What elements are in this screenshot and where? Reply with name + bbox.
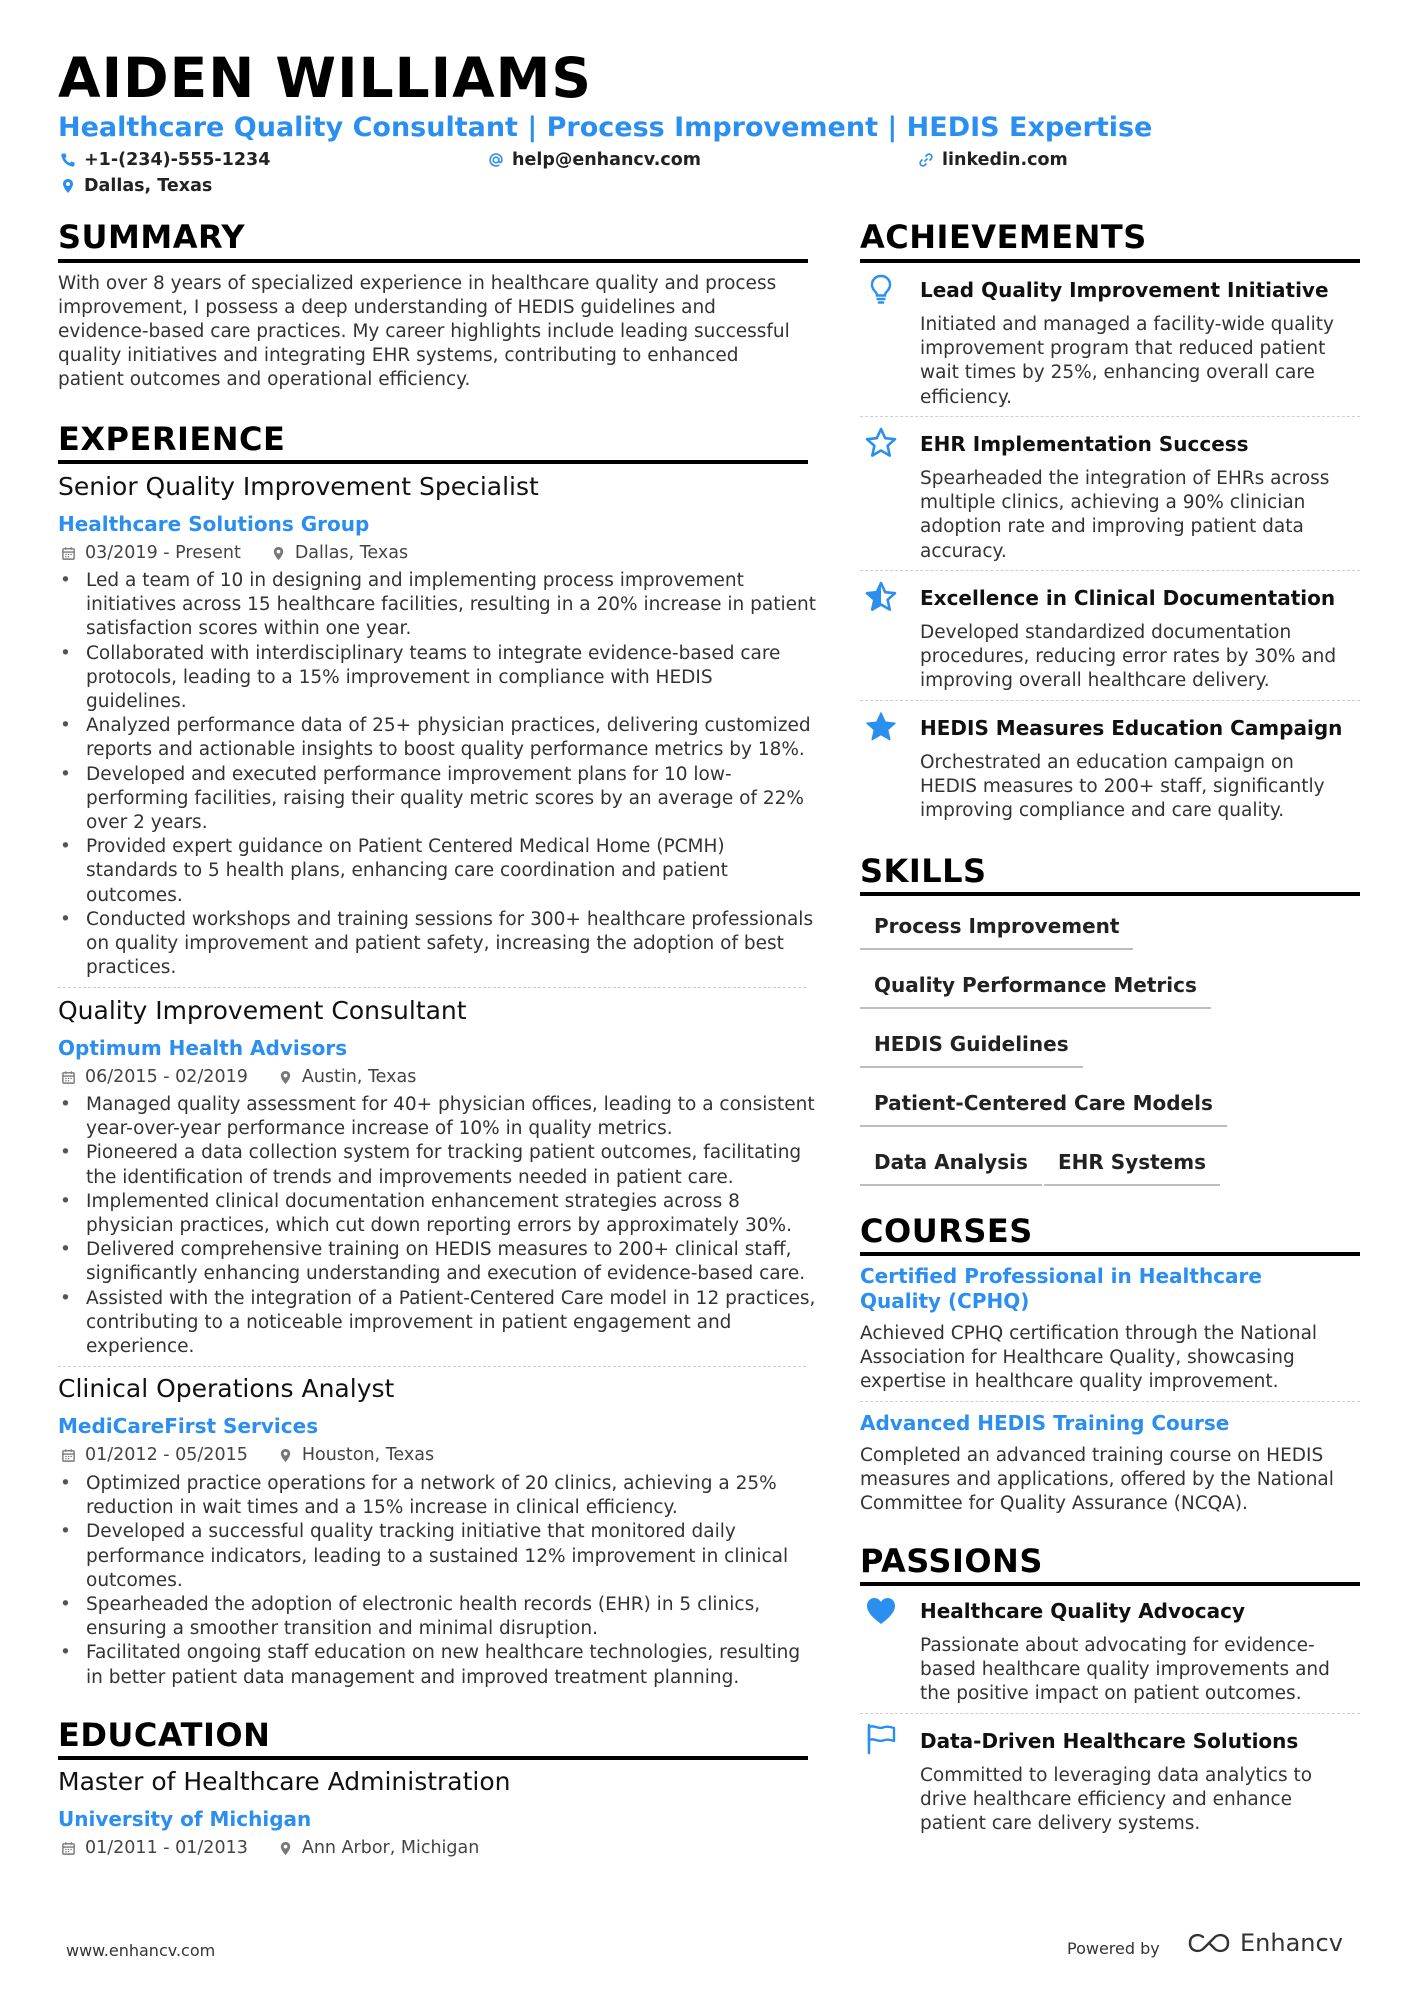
achievement-divider bbox=[860, 570, 1360, 571]
location-pin-icon bbox=[278, 1070, 293, 1085]
skill-tag: EHR Systems bbox=[1044, 1150, 1220, 1186]
education-heading: EDUCATION bbox=[58, 1716, 271, 1754]
job-meta bbox=[61, 1067, 416, 1087]
calendar-icon bbox=[61, 1841, 76, 1856]
summary-rule bbox=[58, 259, 808, 263]
enhancv-logo-icon bbox=[1186, 1931, 1232, 1955]
bullet-item: • Implemented clinical documentation enhancement strategies across 8 physician practices, which cut down reporting errors by approximately 30%. bbox=[58, 1190, 816, 1238]
education-dates: 01/2011 - 01/2013 bbox=[85, 1838, 248, 1858]
linkedin-text: linkedin.com bbox=[942, 150, 1068, 170]
lightbulb-icon bbox=[864, 272, 898, 306]
degree-title: Master of Healthcare Administration bbox=[58, 1767, 511, 1796]
bullet-item: • Developed and executed performance improvement plans for 10 low-performing facilities, raising their quality metric scores by an average of 22% over 2 years. bbox=[58, 763, 816, 836]
bullet-item: • Pioneered a data collection system for tracking patient outcomes, facilitating the identification of trends and improvements needed in patient care. bbox=[58, 1141, 816, 1189]
course-title: Certified Professional in Healthcare Quality (CPHQ) bbox=[860, 1264, 1262, 1313]
calendar-icon bbox=[61, 1070, 76, 1085]
location-text: Dallas, Texas bbox=[84, 176, 213, 196]
job-meta bbox=[61, 543, 408, 563]
achievement-divider bbox=[860, 700, 1360, 701]
job-location: Austin, Texas bbox=[301, 1067, 417, 1087]
location-pin-icon bbox=[278, 1841, 293, 1856]
job-bullets bbox=[58, 569, 816, 980]
course-divider bbox=[860, 1401, 1360, 1402]
achievement-desc: Developed standardized documentation procedures, reducing error rates by 30% and improving overall healthcare delivery. bbox=[920, 622, 1337, 692]
skill-tag: Quality Performance Metrics bbox=[860, 973, 1211, 1009]
course-desc: Achieved CPHQ certification through the National Association for Healthcare Quality, showcasing expertise in healthcare quality improvement. bbox=[860, 1323, 1318, 1393]
link-icon bbox=[918, 152, 934, 168]
phone-icon bbox=[60, 152, 76, 168]
bullet-item: • Provided expert guidance on Patient Centered Medical Home (PCMH) standards to 5 health plans, enhancing care coordination and patient outcomes. bbox=[58, 835, 816, 908]
job-divider bbox=[58, 987, 806, 988]
skill-tag: Patient-Centered Care Models bbox=[860, 1091, 1227, 1127]
achievement-divider bbox=[860, 416, 1360, 417]
passion-divider bbox=[860, 1713, 1360, 1714]
courses-rule bbox=[860, 1252, 1360, 1256]
bullet-item: • Collaborated with interdisciplinary teams to integrate evidence-based care protocols, leading to a 15% improvement in compliance with HEDIS guidelines. bbox=[58, 642, 816, 715]
bullet-item: • Led a team of 10 in designing and implementing process improvement initiatives across 15 healthcare facilities, resulting in a 20% increase in patient satisfaction scores within one year. bbox=[58, 569, 816, 642]
skill-tag: Data Analysis bbox=[860, 1150, 1042, 1186]
contact-email[interactable] bbox=[488, 150, 701, 170]
experience-heading: EXPERIENCE bbox=[58, 420, 286, 458]
bullet-item: • Delivered comprehensive training on HEDIS measures to 200+ clinical staff, significantly enhancing understanding and execution of evidence-based care. bbox=[58, 1238, 816, 1286]
phone-text: +1-(234)-555-1234 bbox=[84, 150, 271, 170]
education-meta bbox=[61, 1838, 479, 1858]
skills-heading: SKILLS bbox=[860, 852, 987, 890]
bullet-item: • Analyzed performance data of 25+ physician practices, delivering customized reports and actionable insights to boost quality performance metrics by 18%. bbox=[58, 714, 816, 762]
achievement-desc: Orchestrated an education campaign on HEDIS measures to 200+ staff, significantly improving compliance and care quality. bbox=[920, 752, 1325, 822]
passions-rule bbox=[860, 1582, 1360, 1586]
summary-heading: SUMMARY bbox=[58, 218, 246, 256]
location-pin-icon bbox=[271, 546, 286, 561]
achievement-title: HEDIS Measures Education Campaign bbox=[920, 716, 1343, 740]
bullet-item: • Developed a successful quality tracking initiative that monitored daily performance indicators, leading to a sustained 12% improvement in clinical outcomes. bbox=[58, 1520, 816, 1593]
at-icon bbox=[488, 152, 504, 168]
job-dates: 03/2019 - Present bbox=[85, 543, 241, 563]
achievement-title: Lead Quality Improvement Initiative bbox=[920, 278, 1329, 302]
footer-powered-by: Powered by bbox=[1067, 1939, 1160, 1958]
experience-rule bbox=[58, 460, 808, 464]
location-pin-icon bbox=[278, 1448, 293, 1463]
achievement-desc: Spearheaded the integration of EHRs across multiple clinics, achieving a 90% clinician adoption rate and improving patient data accuracy. bbox=[920, 468, 1330, 562]
school-name: University of Michigan bbox=[58, 1807, 312, 1831]
job-company: Healthcare Solutions Group bbox=[58, 512, 370, 536]
achievements-heading: ACHIEVEMENTS bbox=[860, 218, 1147, 256]
enhancv-brand: Enhancv bbox=[1240, 1929, 1343, 1957]
skills-rule bbox=[860, 892, 1360, 896]
bullet-item: • Conducted workshops and training sessions for 300+ healthcare professionals on quality improvement and patient safety, increasing the adoption of best practices. bbox=[58, 908, 816, 981]
star-filled-icon bbox=[864, 710, 898, 744]
contact-location bbox=[60, 176, 212, 196]
email-text: help@enhancv.com bbox=[512, 150, 702, 170]
job-dates: 01/2012 - 05/2015 bbox=[85, 1445, 248, 1465]
skill-tag: HEDIS Guidelines bbox=[860, 1032, 1083, 1068]
bullet-item: • Assisted with the integration of a Patient-Centered Care model in 12 practices, contributing to a noticeable improvement in patient engagement and experience. bbox=[58, 1287, 816, 1360]
enhancv-logo[interactable] bbox=[1186, 1929, 1343, 1957]
contact-phone bbox=[60, 150, 270, 170]
job-location: Houston, Texas bbox=[301, 1445, 435, 1465]
achievement-desc: Initiated and managed a facility-wide quality improvement program that reduced patient wait times by 25%, enhancing overall care efficiency. bbox=[920, 314, 1334, 408]
job-title: Senior Quality Improvement Specialist bbox=[58, 472, 539, 501]
passions-heading: PASSIONS bbox=[860, 1542, 1043, 1580]
passion-title: Healthcare Quality Advocacy bbox=[920, 1599, 1246, 1623]
passion-desc: Committed to leveraging data analytics to drive healthcare efficiency and enhance patient care delivery systems. bbox=[920, 1765, 1313, 1835]
footer-website[interactable]: www.enhancv.com bbox=[66, 1941, 216, 1960]
job-bullets bbox=[58, 1093, 816, 1359]
headline: Healthcare Quality Consultant | Process Improvement | HEDIS Expertise bbox=[58, 112, 1153, 143]
summary-text: With over 8 years of specialized experience in healthcare quality and process improvement, I possess a deep understanding of HEDIS guidelines and evidence-based care practices. My career highlights include leading successful quality initiatives and integrating EHR systems, contributing to enhanced patient outcomes and operational efficiency. bbox=[58, 273, 790, 390]
job-company: MediCareFirst Services bbox=[58, 1414, 319, 1438]
education-rule bbox=[58, 1756, 808, 1760]
courses-heading: COURSES bbox=[860, 1212, 1033, 1250]
course-desc: Completed an advanced training course on HEDIS measures and applications, offered by the National Committee for Quality Assurance (NCQA). bbox=[860, 1445, 1334, 1515]
achievements-rule bbox=[860, 259, 1360, 263]
job-company: Optimum Health Advisors bbox=[58, 1036, 348, 1060]
skill-tag: Process Improvement bbox=[860, 914, 1133, 950]
job-location: Dallas, Texas bbox=[294, 543, 409, 563]
achievement-title: EHR Implementation Success bbox=[920, 432, 1249, 456]
location-pin-icon bbox=[60, 178, 76, 194]
job-dates: 06/2015 - 02/2019 bbox=[85, 1067, 248, 1087]
passion-title: Data-Driven Healthcare Solutions bbox=[920, 1729, 1299, 1753]
flag-icon bbox=[864, 1722, 898, 1756]
contact-linkedin[interactable] bbox=[918, 150, 1068, 170]
job-divider bbox=[58, 1366, 806, 1367]
passion-desc: Passionate about advocating for evidence-based healthcare quality improvements and the positive impact on patient outcomes. bbox=[920, 1635, 1330, 1705]
education-location: Ann Arbor, Michigan bbox=[301, 1838, 480, 1858]
bullet-item: • Facilitated ongoing staff education on new healthcare technologies, resulting in better patient data management and improved treatment planning. bbox=[58, 1641, 816, 1689]
candidate-name: AIDEN WILLIAMS bbox=[58, 46, 593, 110]
course-title: Advanced HEDIS Training Course bbox=[860, 1411, 1230, 1435]
bullet-item: • Spearheaded the adoption of electronic health records (EHR) in 5 clinics, ensuring a smoother transition and minimal disruption. bbox=[58, 1593, 816, 1641]
achievement-title: Excellence in Clinical Documentation bbox=[920, 586, 1336, 610]
job-title: Clinical Operations Analyst bbox=[58, 1374, 395, 1403]
heart-icon bbox=[864, 1594, 898, 1628]
job-bullets bbox=[58, 1472, 816, 1690]
calendar-icon bbox=[61, 546, 76, 561]
star-outline-icon bbox=[864, 426, 898, 460]
bullet-item: • Managed quality assessment for 40+ physician offices, leading to a consistent year-over-year performance increase of 10% in quality metrics. bbox=[58, 1093, 816, 1141]
star-half-icon bbox=[864, 580, 898, 614]
job-title: Quality Improvement Consultant bbox=[58, 996, 467, 1025]
bullet-item: • Optimized practice operations for a network of 20 clinics, achieving a 25% reduction in wait times and a 15% increase in clinical efficiency. bbox=[58, 1472, 816, 1520]
calendar-icon bbox=[61, 1448, 76, 1463]
job-meta bbox=[61, 1445, 434, 1465]
